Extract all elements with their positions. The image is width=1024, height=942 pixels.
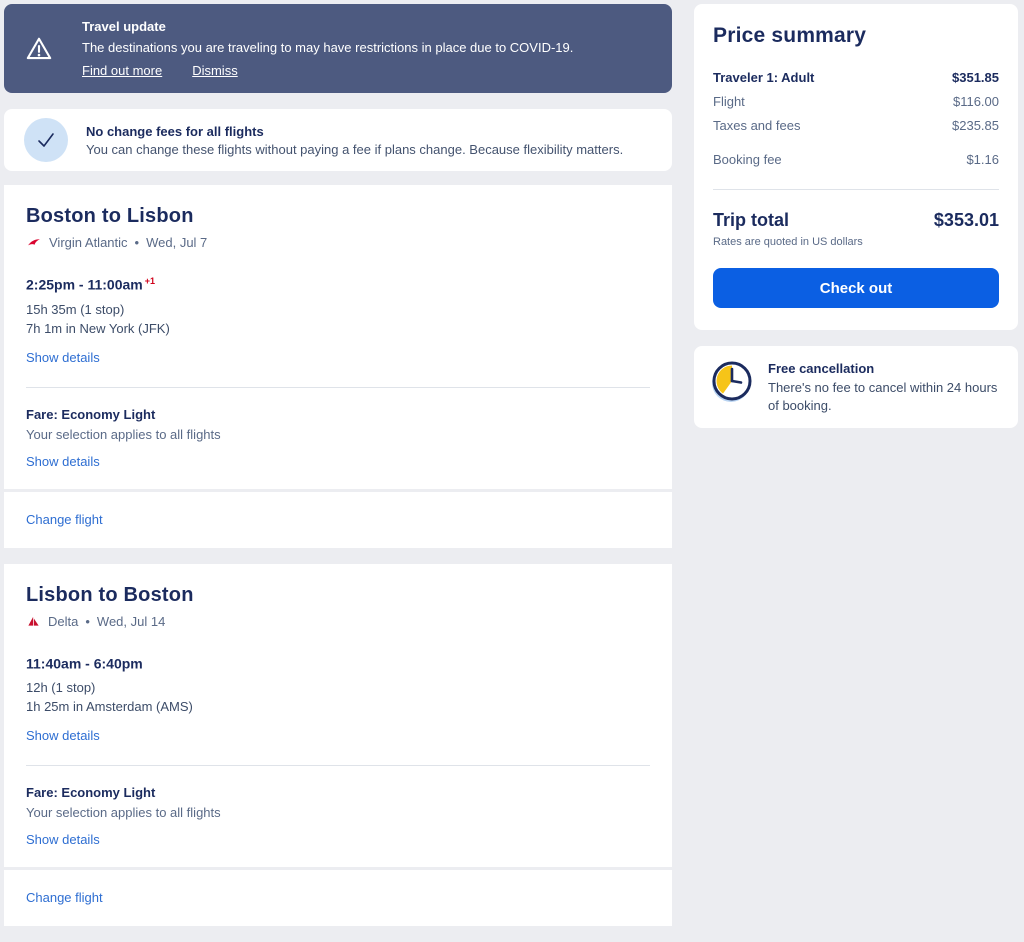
price-row-label: Traveler 1: Adult [713, 70, 815, 85]
airline-name: Delta [48, 613, 79, 629]
price-row-booking-fee [713, 152, 999, 167]
price-summary-title: Price summary [713, 24, 867, 47]
check-out-button[interactable]: Check out [713, 268, 999, 308]
find-out-more-link[interactable]: Find out more [82, 63, 163, 78]
price-row-taxes [713, 118, 999, 133]
flight-card-return-main [4, 564, 672, 868]
fare-show-details-link[interactable]: Show details [26, 832, 100, 848]
clock-icon [710, 359, 754, 403]
checkmark-circle-icon [24, 118, 68, 162]
no-change-fees-description: You can change these flights without paying a fee if plans change. Because flexibility matters. [86, 141, 624, 157]
flight-card-outbound [4, 185, 672, 548]
price-row-label: Taxes and fees [713, 118, 801, 133]
show-details-link[interactable]: Show details [26, 349, 100, 365]
fare-show-details-link[interactable]: Show details [26, 453, 100, 469]
price-row-value: $351.85 [952, 70, 999, 85]
flight-layover: 1h 25m in Amsterdam (AMS) [26, 699, 193, 715]
flight-card-outbound-main [4, 185, 672, 489]
trip-total-label: Trip total [713, 210, 789, 230]
flight-title: Boston to Lisbon [26, 205, 194, 227]
free-cancellation-description: There's no fee to cancel within 24 hours of booking. [768, 380, 998, 413]
price-row-value: $235.85 [952, 118, 999, 133]
change-flight-link[interactable]: Change flight [26, 890, 103, 906]
flight-duration: 15h 35m (1 stop) [26, 301, 125, 317]
total-divider [713, 189, 999, 190]
price-row-flight [713, 94, 999, 109]
banner-content [82, 19, 573, 78]
banner-title: Travel update [82, 19, 166, 34]
arrival-day-offset: +1 [144, 276, 155, 286]
show-details-link[interactable]: Show details [26, 728, 100, 744]
travel-update-banner [4, 4, 672, 93]
flight-date: Wed, Jul 7 [146, 235, 208, 250]
fare-divider [26, 387, 650, 388]
airline-date-separator: • [134, 235, 140, 250]
no-change-fees-content [86, 124, 623, 157]
flight-times [26, 276, 650, 293]
flight-date: Wed, Jul 14 [96, 613, 166, 629]
free-cancellation-title: Free cancellation [768, 361, 875, 376]
fare-title: Fare: Economy Light [26, 785, 156, 801]
banner-message: The destinations you are traveling to may have restrictions in place due to COVID-19. [82, 40, 574, 55]
banner-links [82, 63, 573, 78]
flight-layover: 7h 1m in New York (JFK) [26, 320, 170, 336]
free-cancellation-content [768, 359, 1002, 415]
price-row-value: $1.16 [966, 152, 999, 167]
price-row-label: Booking fee [713, 152, 782, 167]
virgin-atlantic-logo-icon [26, 235, 42, 250]
fare-note: Your selection applies to all flights [26, 426, 221, 442]
price-summary-card [694, 4, 1018, 330]
flight-duration: 12h (1 stop) [26, 680, 96, 696]
flight-card-outbound-footer [4, 492, 672, 548]
times-text: 11:40am - 6:40pm [26, 655, 143, 672]
main-column [4, 4, 672, 942]
change-flight-link[interactable]: Change flight [26, 511, 103, 527]
trip-total-row [713, 210, 999, 231]
price-row-value: $116.00 [952, 94, 999, 109]
airline-date-separator: • [85, 613, 90, 629]
no-change-fees-title: No change fees for all flights [86, 123, 264, 139]
fare-title: Fare: Economy Light [26, 406, 156, 422]
airline-name: Virgin Atlantic [49, 235, 128, 250]
warning-triangle-icon [24, 35, 54, 63]
flight-times [26, 655, 650, 672]
delta-logo-icon [26, 614, 41, 629]
rates-note: Rates are quoted in US dollars [713, 236, 863, 248]
sidebar-column [694, 4, 1018, 942]
dismiss-link[interactable]: Dismiss [192, 63, 238, 78]
flight-title: Lisbon to Boston [26, 583, 194, 606]
no-change-fees-card [4, 109, 672, 171]
airline-row [26, 614, 650, 629]
airline-row [26, 235, 650, 250]
flight-card-return-footer [4, 870, 672, 926]
trip-total-value: $353.01 [933, 210, 999, 230]
free-cancellation-card [694, 346, 1018, 428]
times-text: 2:25pm - 11:00am [26, 276, 143, 293]
flight-card-return [4, 564, 672, 927]
price-row-traveler [713, 70, 999, 85]
fare-divider [26, 765, 650, 766]
price-row-label: Flight [713, 94, 745, 109]
fare-note: Your selection applies to all flights [26, 805, 221, 821]
